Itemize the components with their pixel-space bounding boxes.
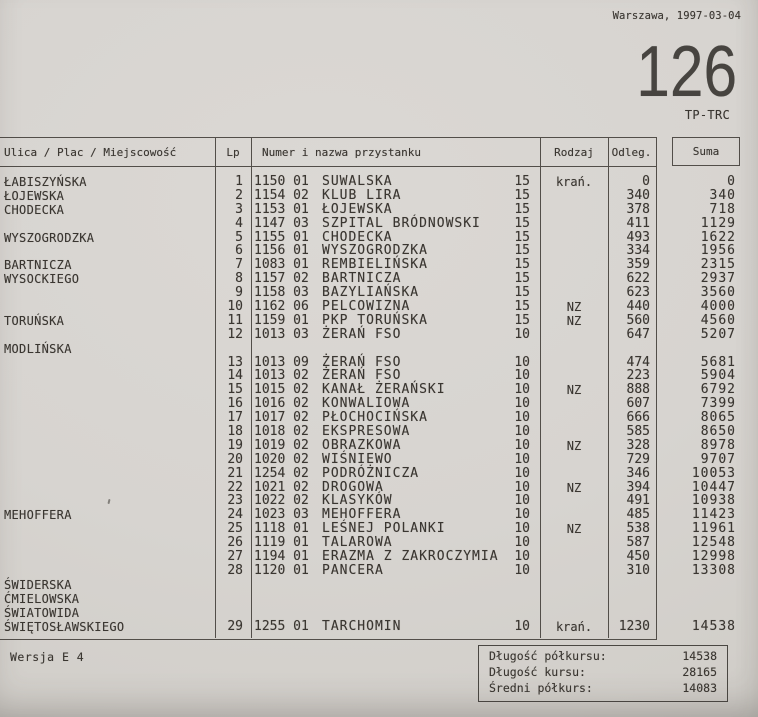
table-row	[0, 328, 758, 342]
stop-number-cell: 1119 01	[254, 535, 309, 551]
suma-cell: 5904	[700, 368, 736, 384]
zone-cell: 10	[514, 549, 530, 565]
rodzaj-cell: NZ	[566, 313, 582, 328]
rodzaj-cell: NZ	[566, 383, 582, 398]
lp-cell: 7	[235, 257, 243, 273]
stop-number-cell: 1015 02	[254, 382, 309, 398]
stop-name-cell: TALAROWA	[322, 535, 393, 551]
table-row	[0, 203, 758, 217]
stop-name-cell: PANCERA	[322, 562, 384, 578]
odleg-cell: 587	[626, 535, 650, 551]
odleg-cell: 485	[626, 507, 650, 523]
stop-name-cell: DROGOWA	[322, 479, 384, 495]
stop-number-cell: 1017 02	[254, 410, 309, 426]
zone-cell: 15	[514, 201, 530, 217]
street-cell: ŚWIDERSKA	[4, 577, 72, 592]
street-cell: ŚWIĘTOSŁAWSKIEGO	[4, 619, 125, 634]
lp-cell: 26	[227, 535, 243, 551]
rodzaj-cell: krań.	[555, 619, 593, 634]
rodzaj-cell	[540, 342, 608, 356]
lp-cell: 16	[227, 396, 243, 412]
rodzaj-cell	[540, 425, 608, 439]
odleg-cell: 346	[626, 465, 650, 481]
odleg-cell: 440	[626, 299, 650, 315]
odleg-cell: 560	[626, 312, 650, 328]
street-cell: WYSOCKIEGO	[4, 272, 80, 287]
table-row	[0, 439, 758, 453]
zone-cell: 15	[514, 257, 530, 273]
zone-cell: 10	[514, 368, 530, 384]
lp-cell: 6	[235, 243, 243, 259]
stop-name-cell: PELCOWIZNA	[322, 299, 411, 315]
lp-cell: 25	[227, 521, 243, 537]
table-row	[0, 231, 758, 245]
zone-cell: 15	[514, 174, 530, 189]
column-header-lp: Lp	[226, 146, 240, 159]
odleg-cell: 491	[626, 493, 650, 509]
odleg-cell: 340	[626, 187, 650, 203]
rodzaj-cell	[540, 328, 608, 342]
rodzaj-cell	[540, 606, 608, 620]
lp-cell: 28	[227, 562, 243, 578]
column-header-suma: Suma	[692, 145, 720, 158]
summary-label: Długość półkursu:	[489, 649, 607, 663]
zone-cell: 10	[514, 424, 530, 440]
zone-cell: 10	[514, 382, 530, 398]
odleg-cell: 622	[626, 271, 650, 287]
summary-box	[478, 645, 728, 702]
stop-name-cell: KANAŁ ŻERAŃSKI	[322, 382, 446, 398]
suma-cell: 340	[709, 187, 736, 203]
stop-number-cell: 1018 02	[254, 424, 309, 440]
rodzaj-cell	[540, 494, 608, 508]
suma-cell	[650, 592, 736, 606]
route-code: TP-TRC	[684, 108, 730, 122]
odleg-cell: 0	[642, 174, 650, 189]
zone-cell: 10	[514, 562, 530, 578]
odleg-cell: 394	[626, 479, 650, 495]
stop-name-cell: CHODECKA	[322, 229, 393, 245]
odleg-cell: 359	[626, 257, 650, 273]
stop-name-cell: WYSZOGRODZKA	[322, 243, 428, 259]
stop-name-cell: BAZYLIAŃSKA	[322, 285, 420, 301]
stop-name-cell: PKP TORUŃSKA	[322, 312, 428, 328]
stop-number-cell: 1118 01	[254, 521, 309, 537]
suma-cell: 9707	[700, 451, 736, 467]
table-body	[0, 175, 758, 633]
stop-name-cell: REMBIELIŃSKA	[322, 257, 428, 273]
odleg-cell: 411	[626, 215, 650, 231]
odleg-cell: 585	[626, 424, 650, 440]
table-row	[0, 536, 758, 550]
lp-cell: 15	[227, 382, 243, 398]
street-cell: CHODECKA	[4, 202, 65, 217]
lp-cell: 29	[227, 618, 243, 634]
zone-cell: 15	[514, 215, 530, 231]
suma-header-box	[672, 137, 740, 166]
rodzaj-cell	[540, 217, 608, 231]
stop-number-cell: 1120 01	[254, 562, 309, 578]
odleg-cell: 647	[626, 326, 650, 342]
stop-number-cell: 1157 02	[254, 271, 309, 287]
stop-name-cell: SZPITAL BRÓDNOWSKI	[322, 215, 481, 231]
odleg-cell: 450	[626, 549, 650, 565]
street-cell: ŁABISZYŃSKA	[4, 175, 87, 189]
lp-cell: 8	[235, 271, 243, 287]
zone-cell	[494, 606, 530, 620]
stop-name-cell: PŁOCHOCIŃSKA	[322, 410, 428, 426]
stop-number-cell: 1254 02	[254, 465, 309, 481]
stop-name-cell: EKSPRESOWA	[322, 424, 411, 440]
rodzaj-cell: NZ	[566, 438, 582, 453]
zone-cell: 15	[514, 243, 530, 259]
suma-cell: 5207	[700, 326, 736, 342]
stop-number-cell: 1147 03	[254, 215, 309, 231]
rodzaj-cell: NZ	[566, 480, 582, 495]
rodzaj-cell	[540, 467, 608, 481]
rodzaj-cell	[540, 356, 608, 370]
column-header-rodzaj: Rodzaj	[554, 146, 594, 159]
lp-cell: 21	[227, 465, 243, 481]
stop-name-cell: ŻERAŃ FSO	[322, 326, 402, 342]
lp-cell: 20	[227, 451, 243, 467]
rodzaj-cell	[540, 189, 608, 203]
zone-cell	[494, 578, 530, 592]
street-cell: ĆMIELOWSKA	[4, 591, 80, 606]
lp-cell: 11	[227, 312, 243, 328]
lp-cell: 18	[227, 424, 243, 440]
rodzaj-cell	[540, 258, 608, 272]
table-row	[0, 286, 758, 300]
rodzaj-cell	[540, 286, 608, 300]
stop-number-cell: 1159 01	[254, 312, 309, 328]
summary-value: 14538	[682, 649, 717, 663]
zone-cell: 10	[514, 493, 530, 509]
odleg-cell: 538	[626, 521, 650, 537]
table-row	[0, 383, 758, 397]
summary-label: Długość kursu:	[489, 664, 586, 679]
stop-name-cell: PODRÓŻNICZA	[322, 465, 420, 481]
odleg-cell: 474	[626, 354, 650, 370]
stop-name-cell: LEŚNEJ POLANKI	[322, 521, 446, 537]
zone-cell: 10	[514, 465, 530, 481]
odleg-cell: 1230	[618, 618, 650, 634]
stop-number-cell: 1150 01	[254, 174, 309, 189]
zone-cell: 10	[514, 326, 530, 342]
suma-cell: 12548	[691, 535, 736, 551]
rodzaj-cell: krań.	[555, 175, 593, 189]
table-row	[0, 494, 758, 508]
table-row	[0, 300, 758, 314]
stop-name-cell: KLUB LIRA	[322, 187, 402, 203]
suma-cell: 0	[727, 174, 736, 189]
street-cell: ŚWIATOWIDA	[4, 605, 80, 620]
stop-number-cell: 1013 03	[254, 326, 309, 342]
table-row	[0, 592, 758, 606]
suma-cell: 11423	[691, 507, 736, 523]
zone-cell: 10	[514, 535, 530, 551]
stop-number-cell: 1194 01	[254, 549, 309, 565]
rodzaj-cell	[540, 578, 608, 592]
stop-number-cell: 1023 03	[254, 507, 309, 523]
suma-cell: 1622	[700, 229, 736, 245]
table-row	[0, 467, 758, 481]
suma-cell: 2315	[700, 257, 736, 273]
stop-name-cell: MEHOFFERA	[322, 507, 402, 523]
suma-cell: 12998	[691, 549, 736, 565]
odleg-cell: 666	[626, 410, 650, 426]
lp-cell: 5	[235, 229, 243, 245]
rodzaj-cell	[540, 203, 608, 217]
rodzaj-cell	[540, 508, 608, 522]
table-row	[0, 578, 758, 592]
suma-cell	[650, 606, 736, 620]
table-row	[0, 411, 758, 425]
street-cell: BARTNICZA	[4, 258, 72, 273]
suma-cell: 2937	[700, 271, 736, 287]
suma-cell: 11961	[691, 521, 736, 537]
suma-cell: 7399	[700, 396, 736, 412]
table-row	[0, 564, 758, 578]
table-row	[0, 258, 758, 272]
odleg-cell: 729	[626, 451, 650, 467]
stop-number-cell: 1022 02	[254, 493, 309, 509]
suma-cell: 10938	[691, 493, 736, 509]
odleg-cell: 378	[626, 201, 650, 217]
table-row	[0, 217, 758, 231]
street-cell: ŁOJEWSKA	[4, 188, 65, 203]
stop-name-cell: KLASYKÓW	[322, 493, 393, 509]
stop-name-cell: SUWALSKA	[322, 174, 393, 189]
suma-cell: 718	[709, 201, 736, 217]
odleg-cell: 223	[626, 368, 650, 384]
suma-cell: 1956	[700, 243, 736, 259]
column-header-stop: Numer i nazwa przystanku	[262, 146, 421, 159]
lp-cell: 17	[227, 410, 243, 426]
stop-name-cell: OBRAZKOWA	[322, 437, 402, 453]
stop-number-cell: 1021 02	[254, 479, 309, 495]
zone-cell: 15	[514, 299, 530, 315]
odleg-cell: 328	[626, 437, 650, 453]
table-row	[0, 342, 758, 356]
summary-row	[489, 649, 717, 665]
summary-value: 14083	[682, 680, 717, 695]
rodzaj-cell	[540, 564, 608, 578]
lp-cell: 27	[227, 549, 243, 565]
zone-cell: 15	[514, 285, 530, 301]
lp-cell: 3	[235, 201, 243, 217]
odleg-cell: 493	[626, 229, 650, 245]
rodzaj-cell	[540, 453, 608, 467]
rodzaj-cell	[540, 369, 608, 383]
zone-cell: 10	[514, 437, 530, 453]
stop-number-cell: 1156 01	[254, 243, 309, 259]
suma-cell	[650, 578, 736, 592]
zone-cell	[494, 592, 530, 606]
suma-cell: 8978	[700, 437, 736, 453]
stop-number-cell: 1153 01	[254, 201, 309, 217]
lp-cell: 4	[235, 215, 243, 231]
table-row	[0, 522, 758, 536]
stop-number-cell: 1016 02	[254, 396, 309, 412]
rodzaj-cell	[540, 272, 608, 286]
stop-name-cell: TARCHOMIN	[322, 618, 402, 634]
column-header-odleg: Odleg.	[611, 146, 652, 159]
table-row	[0, 550, 758, 564]
lp-cell: 12	[227, 326, 243, 342]
suma-cell: 8650	[700, 424, 736, 440]
stop-number-cell: 1154 02	[254, 187, 309, 203]
suma-cell: 8065	[700, 410, 736, 426]
stop-number-cell: 1155 01	[254, 229, 309, 245]
suma-cell: 1129	[700, 215, 736, 231]
table-row	[0, 314, 758, 328]
lp-cell: 23	[227, 493, 243, 509]
summary-value: 28165	[682, 664, 717, 679]
stop-number-cell: 1158 03	[254, 285, 309, 301]
lp-cell: 13	[227, 354, 243, 370]
version-label: Wersja E 4	[10, 650, 85, 664]
summary-row	[489, 665, 717, 681]
stop-number-cell: 1083 01	[254, 257, 309, 273]
suma-cell: 10447	[691, 479, 736, 495]
odleg-cell: 888	[626, 382, 650, 398]
table-row	[0, 175, 758, 189]
suma-cell: 14538	[691, 618, 736, 634]
rodzaj-cell: NZ	[566, 300, 582, 315]
zone-cell: 15	[514, 229, 530, 245]
stop-number-cell: 1020 02	[254, 451, 309, 467]
zone-cell: 10	[514, 451, 530, 467]
lp-cell: 2	[235, 187, 243, 203]
zone-cell: 15	[514, 187, 530, 203]
suma-cell: 4000	[700, 299, 736, 315]
zone-cell: 10	[514, 396, 530, 412]
lp-cell: 1	[235, 174, 243, 189]
lp-cell: 14	[227, 368, 243, 384]
lp-cell	[211, 592, 243, 606]
bus-line-number: 126	[636, 32, 737, 112]
stop-name-cell: ŻERAŃ FSO	[322, 354, 402, 370]
zone-cell: 10	[514, 410, 530, 426]
suma-cell: 4560	[700, 312, 736, 328]
suma-cell: 6792	[700, 382, 736, 398]
odleg-cell: 334	[626, 243, 650, 259]
zone-cell: 15	[514, 271, 530, 287]
lp-cell	[211, 578, 243, 592]
zone-cell: 10	[514, 354, 530, 370]
stop-name-cell: WIŚNIEWO	[322, 451, 393, 467]
lp-cell: 22	[227, 479, 243, 495]
street-cell: MEHOFFERA	[4, 508, 72, 523]
rodzaj-cell	[540, 536, 608, 550]
stop-name-cell: ŁOJEWSKA	[322, 201, 393, 217]
suma-cell: 3560	[700, 285, 736, 301]
street-cell: MODLIŃSKA	[4, 341, 72, 356]
stop-number-cell: 1255 01	[254, 618, 309, 634]
rodzaj-cell: NZ	[566, 522, 582, 537]
table-row	[0, 620, 758, 634]
rodzaj-cell	[540, 411, 608, 425]
rodzaj-cell	[540, 592, 608, 606]
lp-cell: 9	[235, 285, 243, 301]
lp-cell: 19	[227, 437, 243, 453]
rodzaj-cell	[540, 550, 608, 564]
odleg-cell: 310	[626, 562, 650, 578]
summary-row	[489, 681, 717, 697]
column-header-street: Ulica / Plac / Miejscowość	[4, 146, 177, 159]
zone-cell: 10	[514, 618, 530, 634]
odleg-cell: 607	[626, 396, 650, 412]
summary-label: Średni półkurs:	[489, 680, 593, 695]
stop-number-cell: 1162 06	[254, 299, 309, 315]
zone-cell: 10	[514, 479, 530, 495]
lp-cell: 10	[227, 299, 243, 315]
odleg-cell	[600, 342, 650, 356]
suma-cell: 13308	[691, 562, 736, 578]
odleg-cell: 623	[626, 285, 650, 301]
zone-cell: 15	[514, 312, 530, 328]
city-date: Warszawa, 1997-03-04	[612, 10, 741, 22]
suma-cell	[650, 342, 736, 356]
table-row	[0, 189, 758, 203]
odleg-cell	[600, 592, 650, 606]
table-row	[0, 606, 758, 620]
lp-cell	[211, 606, 243, 620]
rodzaj-cell	[540, 231, 608, 245]
odleg-cell	[600, 606, 650, 620]
zone-cell: 10	[514, 521, 530, 537]
lp-cell	[211, 342, 243, 356]
table-row	[0, 425, 758, 439]
stop-name-cell: KONWALIOWA	[322, 396, 411, 412]
odleg-cell	[600, 578, 650, 592]
stop-name-cell: ERAZMA Z ZAKROCZYMIA	[322, 549, 499, 565]
rodzaj-cell	[540, 244, 608, 258]
street-cell: WYSZOGRODZKA	[4, 230, 95, 245]
zone-cell	[494, 342, 530, 356]
zone-cell: 10	[514, 507, 530, 523]
stop-number-cell: 1013 09	[254, 354, 309, 370]
stop-name-cell: ŻERAŃ FSO	[322, 368, 402, 384]
stop-name-cell: BARTNICZA	[322, 271, 402, 287]
table-row	[0, 453, 758, 467]
street-cell: TORUŃSKA	[4, 313, 65, 328]
lp-cell: 24	[227, 507, 243, 523]
rodzaj-cell	[540, 397, 608, 411]
suma-cell: 5681	[700, 354, 736, 370]
stop-number-cell: 1013 02	[254, 368, 309, 384]
stop-number-cell: 1019 02	[254, 437, 309, 453]
header-separator	[0, 166, 656, 167]
suma-cell: 10053	[691, 465, 736, 481]
